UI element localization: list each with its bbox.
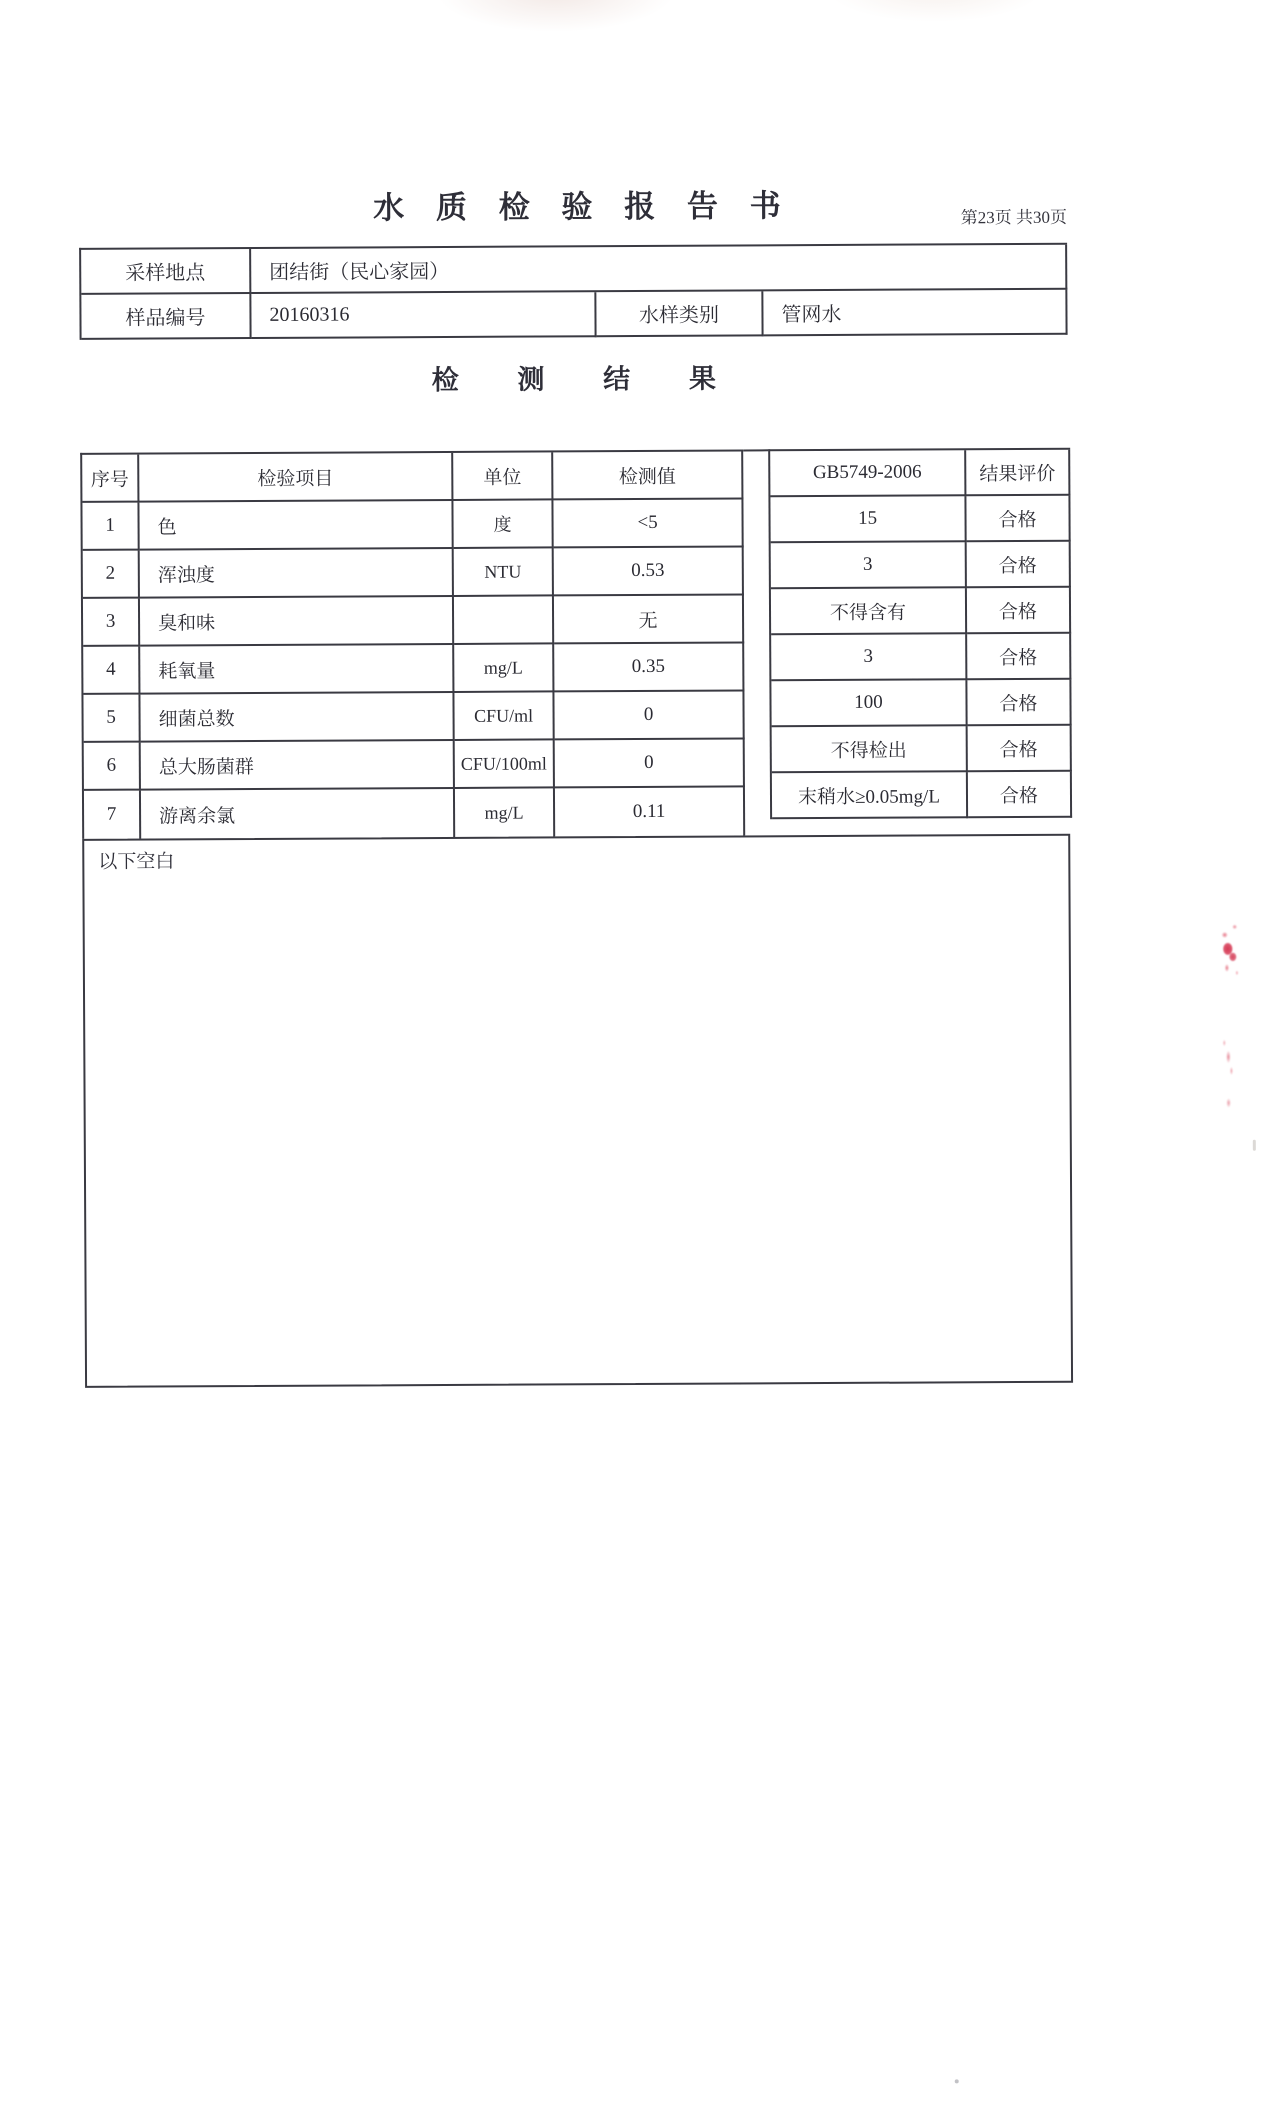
sample-location-label: 采样地点	[81, 249, 251, 295]
row-unit: CFU/100ml	[455, 740, 555, 789]
page-title: 水 质 检 验 报 告 书	[373, 188, 793, 226]
row-index: 4	[83, 647, 140, 695]
table-gap-strip	[743, 449, 768, 451]
sample-location-value: 团结街（民心家园）	[251, 245, 1067, 294]
row-item: 细菌总数	[140, 693, 454, 743]
sample-number-value: 20160316	[251, 292, 596, 339]
red-seal-fragment	[1218, 1033, 1238, 1081]
scan-edge-mark	[1253, 1140, 1256, 1151]
row-value: 0	[555, 739, 745, 788]
col-header-evaluation: 结果评价	[966, 450, 1070, 497]
row-index: 1	[82, 503, 139, 551]
water-type-value: 管网水	[763, 290, 1067, 337]
row-standard: 3	[771, 634, 967, 681]
col-header-index: 序号	[82, 455, 139, 503]
row-standard: 不得含有	[771, 588, 967, 635]
row-item: 色	[139, 501, 453, 551]
row-item: 总大肠菌群	[141, 741, 455, 791]
row-item: 游离余氯	[141, 789, 455, 839]
row-item: 浑浊度	[140, 549, 454, 599]
results-table-right	[768, 448, 1072, 820]
row-value: 0.11	[555, 787, 745, 836]
row-unit: 度	[453, 500, 553, 549]
row-evaluation: 合格	[967, 680, 1071, 727]
row-standard: 末稍水≥0.05mg/L	[772, 772, 968, 819]
row-unit: CFU/ml	[454, 692, 554, 741]
row-value: 无	[554, 595, 744, 644]
row-index: 5	[83, 695, 140, 743]
page-number: 第23页 共30页	[960, 207, 1068, 228]
row-value: 0.53	[554, 547, 744, 596]
results-table-left	[80, 449, 745, 838]
red-seal-fragment	[1224, 1093, 1234, 1113]
row-standard: 3	[771, 542, 967, 589]
row-evaluation: 合格	[966, 496, 1070, 543]
red-seal-fragment	[1217, 913, 1243, 979]
row-unit: NTU	[454, 548, 554, 597]
sample-number-label: 样品编号	[81, 294, 251, 340]
blank-note: 以下空白	[98, 851, 175, 873]
row-item: 臭和味	[140, 597, 454, 647]
scan-smudge	[436, 0, 676, 33]
row-index: 3	[83, 599, 140, 647]
row-evaluation: 合格	[967, 634, 1071, 681]
scan-smudge	[826, 0, 1046, 23]
scan-speck	[955, 2079, 959, 2083]
row-standard: 100	[771, 680, 967, 727]
row-unit: mg/L	[454, 644, 554, 693]
row-index: 7	[84, 791, 141, 839]
row-index: 2	[83, 551, 140, 599]
row-standard: 15	[770, 496, 966, 543]
col-header-value: 检测值	[553, 451, 743, 500]
col-header-item: 检验项目	[139, 453, 453, 503]
results-table	[80, 448, 1072, 839]
row-evaluation: 合格	[967, 542, 1071, 589]
blank-remainder-box	[82, 834, 1073, 1388]
row-item: 耗氧量	[140, 645, 454, 695]
row-standard: 不得检出	[772, 726, 968, 773]
row-unit: mg/L	[455, 788, 555, 837]
row-value: 0	[554, 691, 744, 740]
col-header-standard: GB5749-2006	[770, 450, 966, 497]
row-evaluation: 合格	[968, 772, 1072, 819]
row-evaluation: 合格	[968, 726, 1072, 773]
row-index: 6	[84, 743, 141, 791]
section-heading: 检 测 结 果	[431, 363, 743, 396]
row-value: 0.35	[554, 643, 744, 692]
col-header-unit: 单位	[453, 452, 553, 501]
row-evaluation: 合格	[967, 588, 1071, 635]
row-value: <5	[553, 499, 743, 548]
row-unit	[454, 596, 554, 645]
sample-info-table	[79, 243, 1067, 340]
water-type-label: 水样类别	[596, 291, 763, 337]
